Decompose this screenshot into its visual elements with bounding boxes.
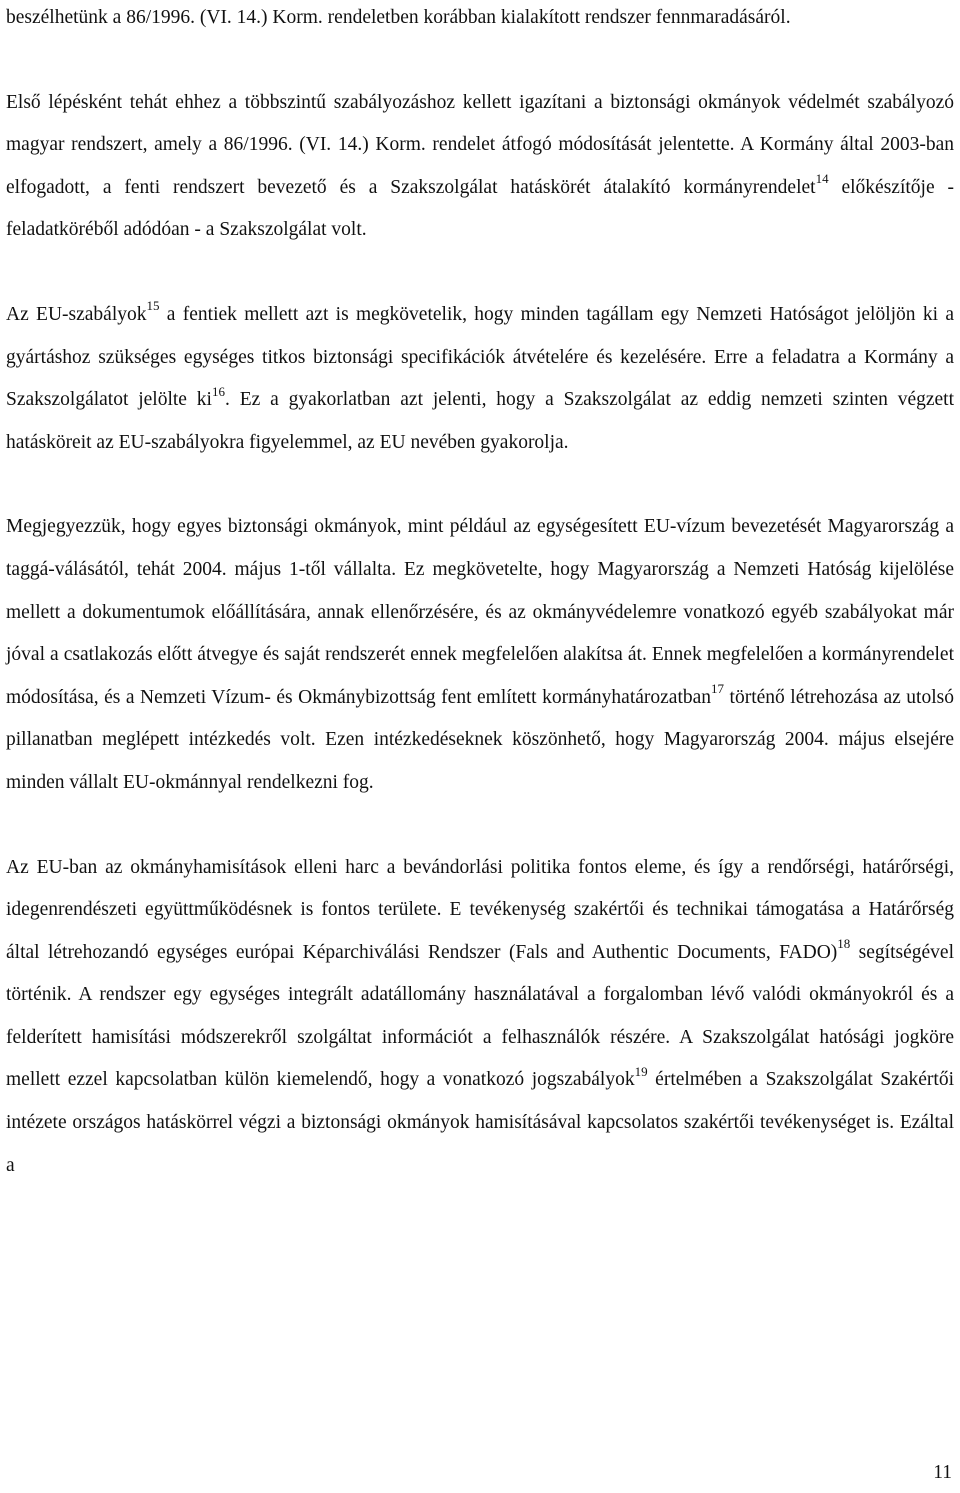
footnote-marker: 15 xyxy=(146,298,160,314)
paragraph xyxy=(6,82,954,252)
paragraph-text: értelmében a Szakszolgálat Szakértői intézete országos hatáskörrel végzi a biztonsági okmányok hamisításával kapcsolatos szakértői tevékenységet is. Ezáltal a xyxy=(6,1069,955,1176)
paragraph-gap xyxy=(6,252,954,294)
page-number: 11 xyxy=(933,1462,952,1483)
paragraph-text: beszélhetünk a 86/1996. (VI. 14.) Korm. rendeletben korábban kialakított rendszer fennmaradásáról. xyxy=(6,7,791,28)
footnote-marker: 16 xyxy=(211,383,225,399)
paragraph-text: . Ez a gyakorlatban azt jelenti, hogy a Szakszolgálat az eddig nemzeti szinten végzett hatásköreit az EU-szabályokra figyelemmel, az EU nevében gyakorolja. xyxy=(6,389,954,453)
paragraph-gap xyxy=(6,464,954,506)
paragraph-text: Az EU-szabályok xyxy=(6,303,147,325)
paragraph-text: Megjegyezzük, hogy egyes biztonsági okmányok, mint például az egységesített EU-vízum bevezetését Magyarország a taggá-válásától, tehát 2004. május 1-től vállalta. Ez megkövetelte, hogy Magyarország a Nemzeti Hatóság kijelölése mellett a dokumentumok előállítására, annak ellenőrzésére, és az okmányvédelemre vonatkozó egyéb szabályokat már jóval a csatlakozás előtt átvegye és saját rendszerét ennek megfelelően alakítsa át. Ennek megfelelően a kormányrendelet módosítása, és a Nemzeti Vízum- és Okmánybizottság fent említett kormányhatározatban xyxy=(6,516,954,708)
paragraph xyxy=(6,847,954,1188)
footnote-marker: 17 xyxy=(711,681,725,697)
footnote-marker: 19 xyxy=(634,1063,648,1079)
paragraph xyxy=(6,294,954,464)
footnote-marker: 14 xyxy=(815,171,829,187)
paragraph xyxy=(6,506,954,804)
paragraph-text: Első lépésként tehát ehhez a többszintű szabályozáshoz kellett igazítani a biztonsági okmányok védelmét szabályozó magyar rendszert, amely a 86/1996. (VI. 14.) Korm. rendelet átfogó módosítását jelentette. A Kormány által 2003-ban elfogadott, a fenti rendszert bevezető és a Szakszolgálat hatáskörét átalakító kormányrendelet xyxy=(6,91,954,198)
document-page xyxy=(6,0,954,1187)
paragraph xyxy=(6,0,954,40)
paragraph-text: előkészítője - feladatköréből adódóan - a Szakszolgálat volt. xyxy=(6,176,955,241)
paragraph-text: történő létrehozása az utolsó pillanatban meglépett intézkedés volt. Ezen intézkedéseknek köszönhető, hogy Magyarország 2004. május elsejére minden vállalt EU-okmánnyal rendelkezni fog. xyxy=(6,686,954,793)
paragraph-gap xyxy=(6,805,954,847)
body-text xyxy=(6,0,954,1187)
footnote-marker: 18 xyxy=(837,936,851,952)
paragraph-text: Az EU-ban az okmányhamisítások elleni harc a bevándorlási politika fontos eleme, és így a rendőrségi, határőrségi, idegenrendészeti együttműködésnek is fontos területe. E tevékenység szakértői és technikai támogatása a Határőrség által létrehozandó egységes európai Képarchiválási Rendszer (Fals and Authentic Documents, FADO) xyxy=(6,856,954,963)
paragraph-text: segítségével történik. A rendszer egy egységes integrált adatállomány használatával a forgalomban lévő valódi okmányokról és a felderített hamisítási módszerekről szolgáltat információt a felhasználók részére. A Szakszolgálat hatósági jogköre mellett ezzel kapcsolatban külön kiemelendő, hogy a vonatkozó jogszabályok xyxy=(6,941,954,1091)
paragraph-gap xyxy=(6,40,954,82)
paragraph-text: a fentiek mellett azt is megkövetelik, hogy minden tagállam egy Nemzeti Hatóságot jelöljön ki a gyártáshoz szükséges egységes titkos biztonsági specifikációk átvételére és kezelésére. Erre a feladatra a Kormány a Szakszolgálatot jelölte ki xyxy=(6,303,954,411)
